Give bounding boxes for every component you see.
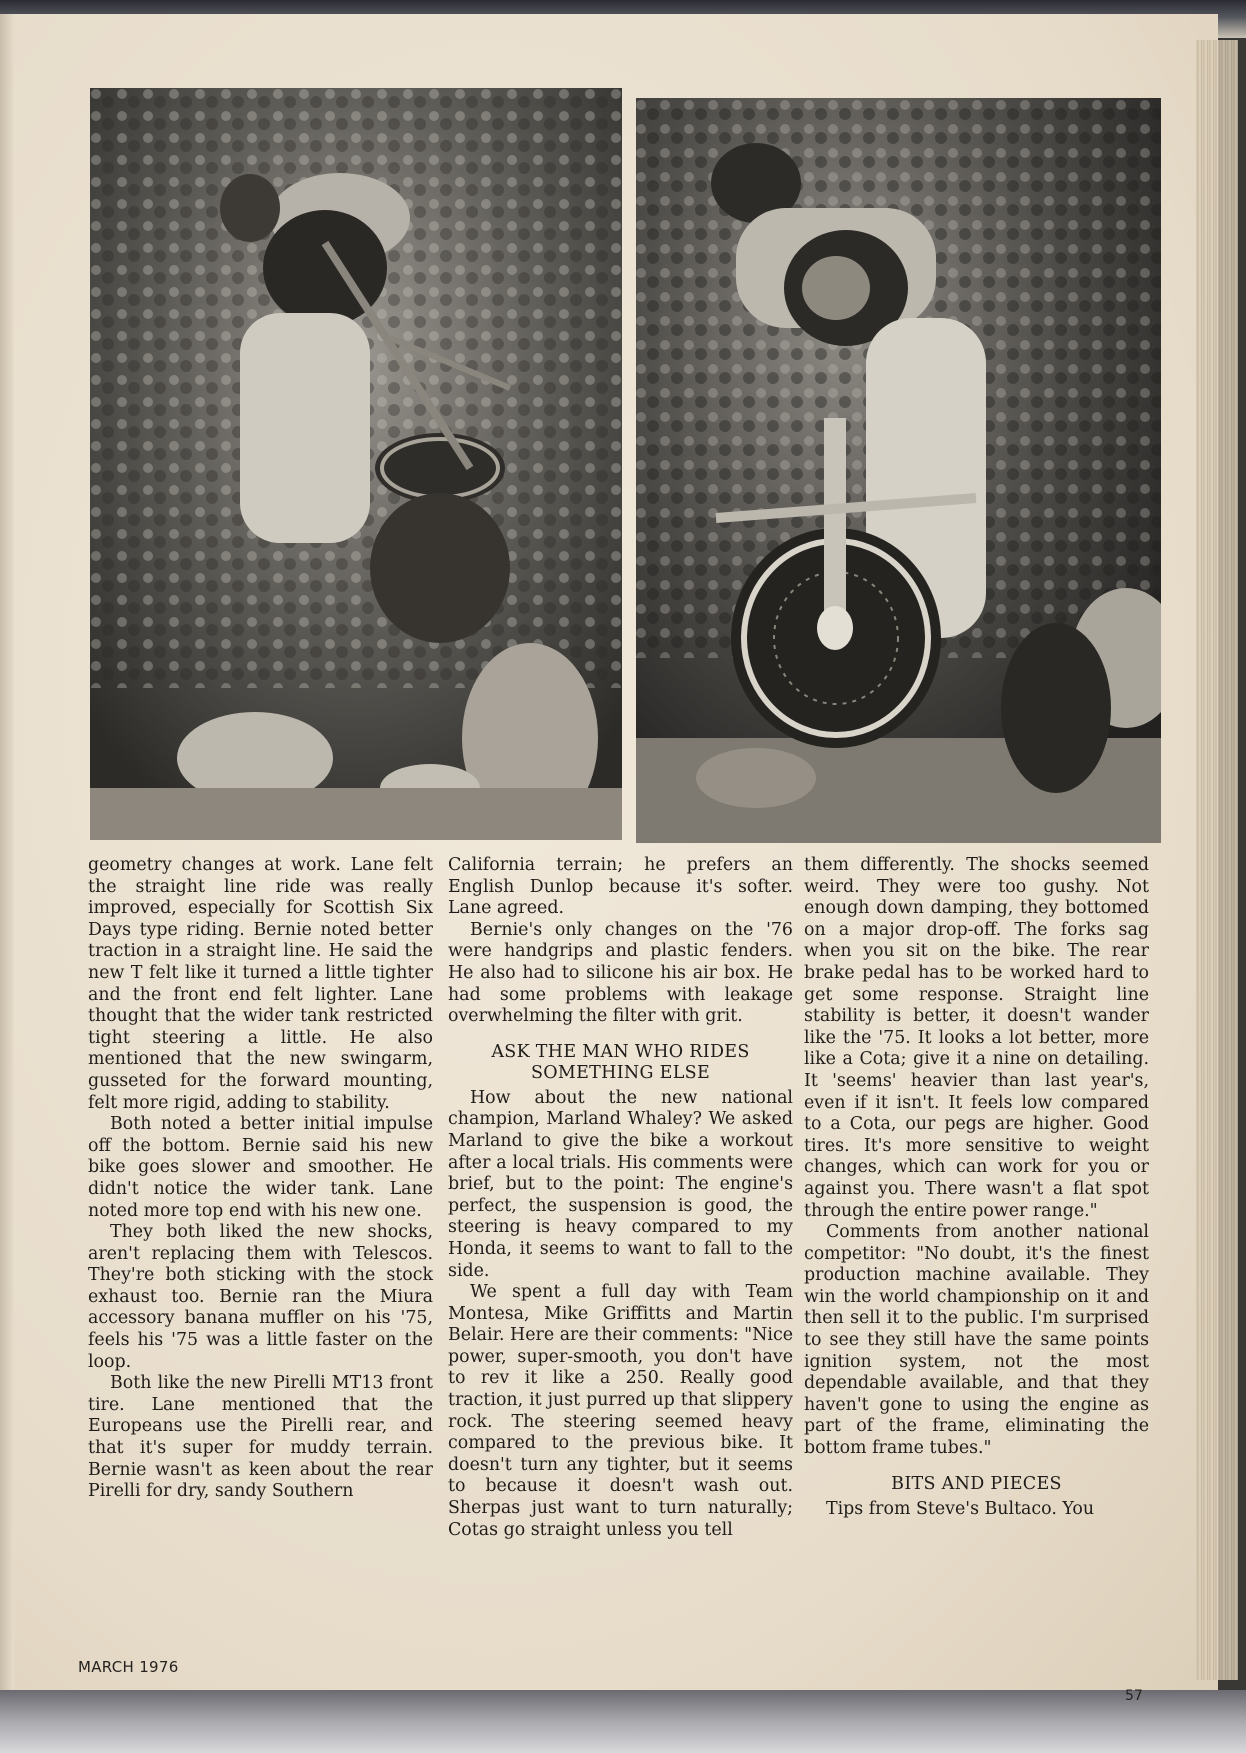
page-spine-shadow [0, 14, 14, 1700]
section-heading-ask-the-man [448, 1042, 793, 1084]
column3-paragraph: Comments from another national competitor: "No doubt, it's the finest production machine available. They win the world championship on it and then sell it to the public. I'm surprised to see they still have the same points ignition system, not the most dependable available, and that they haven't gone to using the engine as part of the frame, eliminating the bottom frame tubes." [804, 1222, 1149, 1459]
column1-paragraph: geometry changes at work. Lane felt the straight line ride was really improved, especially for Scottish Six Days type riding. Bernie noted better traction in a straight line. He said the new T felt like it turned a little tighter and the front end felt lighter. Lane thought that the wider tank restricted tight steering a little. He also mentioned that the new swingarm, gusseted for the forward mounting, felt more rigid, adding to stability. [88, 855, 433, 1113]
column3-paragraph: them differently. The shocks seemed weird. They were too gushy. Not enough down damping, they bottomed on a major drop-off. The forks sag when you sit on the bike. The rear brake pedal has to be worked hard to get some response. Straight line stability is better, it doesn't wander like the '75. It looks a lot better, more like a Cota; give it a nine on detailing. It 'seems' heavier than last year's, even if it isn't. It feels low compared to a Cota, our pegs are higher. Good tires. It's more sensitive to weight changes, which can work for you or against you. There wasn't a flat spot through the entire power range." [804, 855, 1149, 1221]
column2-paragraph: California terrain; he prefers an English Dunlop because it's softer. Lane agreed. [448, 855, 793, 919]
text-column-1 [88, 855, 433, 1503]
photo-trials-rider-image [636, 98, 1161, 843]
heading-line: SOMETHING ELSE [530, 1062, 711, 1083]
page-number: 57 [1125, 1688, 1143, 1704]
text-column-3 [804, 855, 1149, 1520]
text-column-2 [448, 855, 793, 1541]
column2-paragraph: How about the new national champion, Marland Whaley? We asked Marland to give the bike a workout after a local trials. His comments were brief, but to the point: The engine's perfect, the suspension is good, the steering is heavy compared to my Honda, it seems to want to fall to the side. [448, 1087, 793, 1281]
photo-rider-left [90, 88, 622, 840]
issue-date: MARCH 1976 [78, 1658, 179, 1676]
photo-trials-rider-image [90, 88, 622, 840]
section-heading-bits-and-pieces: BITS AND PIECES [891, 1473, 1062, 1494]
photo-rider-right [636, 98, 1161, 843]
column2-paragraph: We spent a full day with Team Montesa, Mike Griffitts and Martin Belair. Here are their comments: "Nice power, super-smooth, you don't have to rev it like a 250. Really good traction, it just purred up that slippery rock. The steering seemed heavy compared to the previous bike. It doesn't turn any tighter, but it seems to because it doesn't wash out. Sherpas just want to turn naturally; Cotas go straight unless you tell [448, 1282, 793, 1540]
column3-paragraph: Tips from Steve's Bultaco. You [826, 1498, 1095, 1519]
scan-bottom-edge [0, 1690, 1246, 1753]
column2-paragraph: Bernie's only changes on the '76 were handgrips and plastic fenders. He also had to silicone his air box. He had some problems with leakage overwhelming the filter with grit. [448, 919, 793, 1027]
column1-paragraph: Both noted a better initial impulse off the bottom. Bernie said his new bike goes slower and smoother. He didn't notice the wider tank. Lane noted more top end with his new one. [88, 1114, 433, 1221]
column1-paragraph: Both like the new Pirelli MT13 front tire. Lane mentioned that the Europeans use the Pirelli rear, and that it's super for muddy terrain. Bernie wasn't as keen about the rear Pirelli for dry, sandy Southern [88, 1373, 433, 1502]
column1-paragraph: They both liked the new shocks, aren't replacing them with Telescos. They're both sticking with the stock exhaust too. Bernie ran the Miura accessory banana muffler on his '75, feels his '75 was a little faster on the loop. [88, 1222, 433, 1372]
heading-line: ASK THE MAN WHO RIDES [491, 1041, 750, 1062]
page-stack-edges [1196, 40, 1238, 1680]
